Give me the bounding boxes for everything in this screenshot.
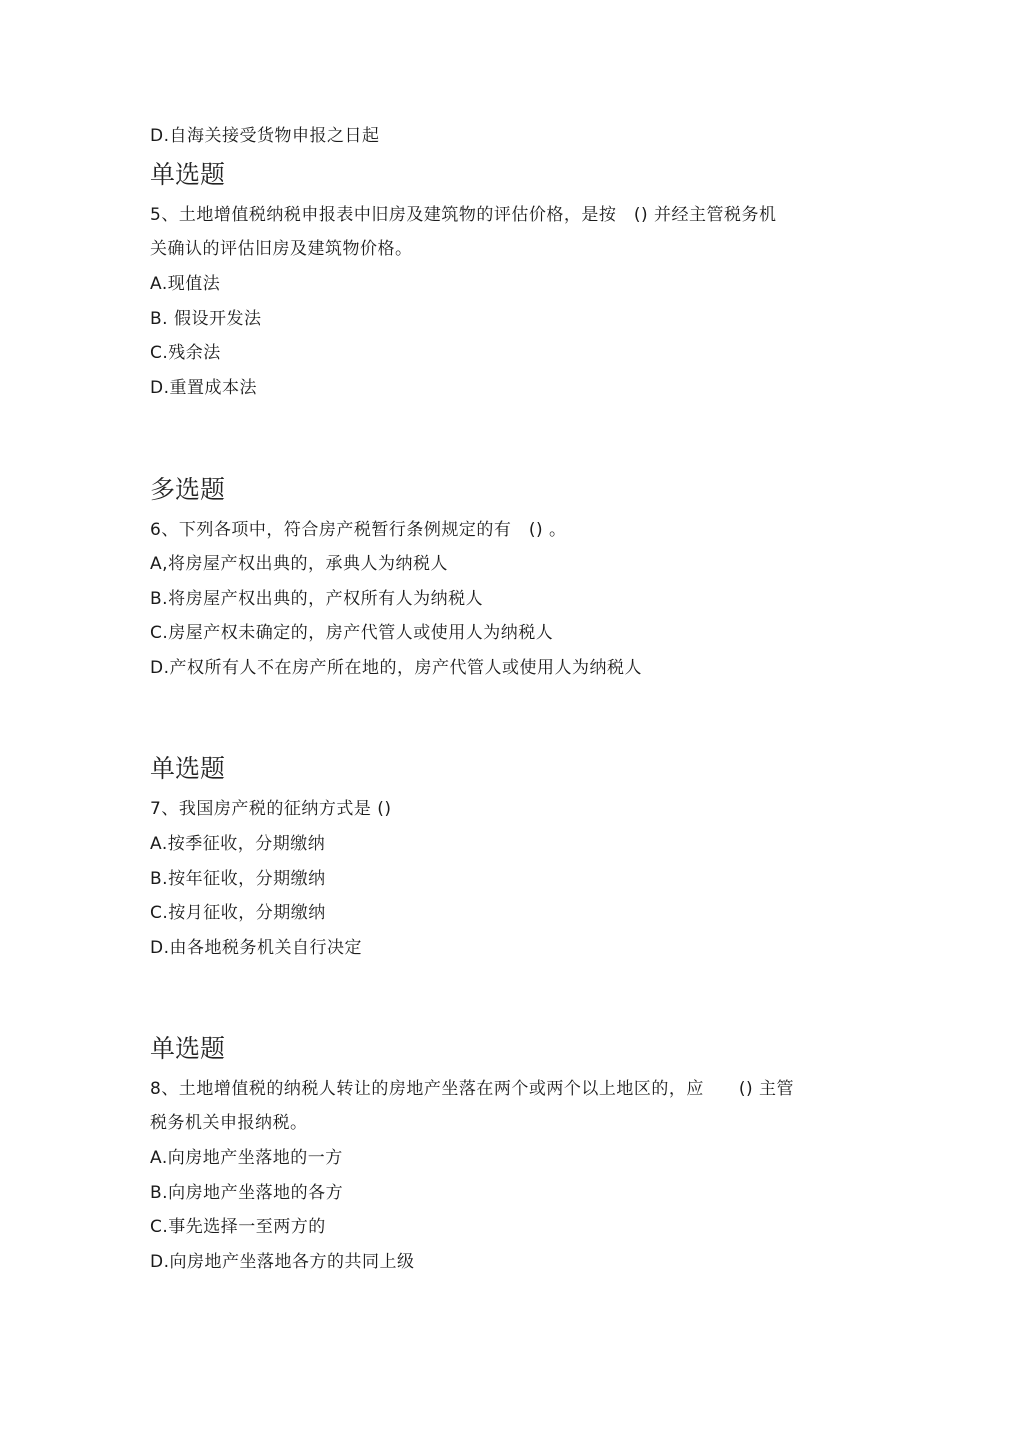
option-a: A,将房屋产权出典的，承典人为纳税人 [150, 554, 449, 574]
question-stem: 5、土地增值税纳税申报表中旧房及建筑物的评估价格，是按 () 并经主管税务机 [150, 205, 777, 225]
option-d: D.产权所有人不在房产所在地的，房产代管人或使用人为纳税人 [150, 658, 642, 678]
option-c: C.事先选择一至两方的 [150, 1217, 326, 1237]
section-heading-single-choice: 单选题 [150, 754, 226, 783]
question-stem: 6、下列各项中，符合房产税暂行条例规定的有 () 。 [150, 520, 567, 540]
option-b: B.按年征收，分期缴纳 [150, 869, 326, 889]
section-heading-single-choice: 单选题 [150, 160, 226, 189]
section-heading-multiple-choice: 多选题 [150, 475, 226, 504]
section-heading-single-choice: 单选题 [150, 1034, 226, 1063]
option-c: C.按月征收，分期缴纳 [150, 903, 326, 923]
question-stem: 8、土地增值税的纳税人转让的房地产坐落在两个或两个以上地区的，应 () 主管 [150, 1079, 794, 1099]
question-stem-continued: 税务机关申报纳税。 [150, 1113, 308, 1133]
option-a: A.按季征收，分期缴纳 [150, 834, 326, 854]
question-stem-continued: 关确认的评估旧房及建筑物价格。 [150, 239, 413, 259]
option-b: B. 假设开发法 [150, 309, 262, 329]
option-a: A.现值法 [150, 274, 221, 294]
option-c: C.残余法 [150, 343, 221, 363]
option-b: B.向房地产坐落地的各方 [150, 1183, 344, 1203]
option-b: B.将房屋产权出典的，产权所有人为纳税人 [150, 589, 484, 609]
option-a: A.向房地产坐落地的一方 [150, 1148, 343, 1168]
prev-option-d: D.自海关接受货物申报之日起 [150, 126, 380, 146]
option-d: D.由各地税务机关自行决定 [150, 938, 362, 958]
option-d: D.向房地产坐落地各方的共同上级 [150, 1252, 415, 1272]
option-d: D.重置成本法 [150, 378, 257, 398]
option-c: C.房屋产权未确定的，房产代管人或使用人为纳税人 [150, 623, 554, 643]
question-stem: 7、我国房产税的征纳方式是 () [150, 799, 392, 819]
